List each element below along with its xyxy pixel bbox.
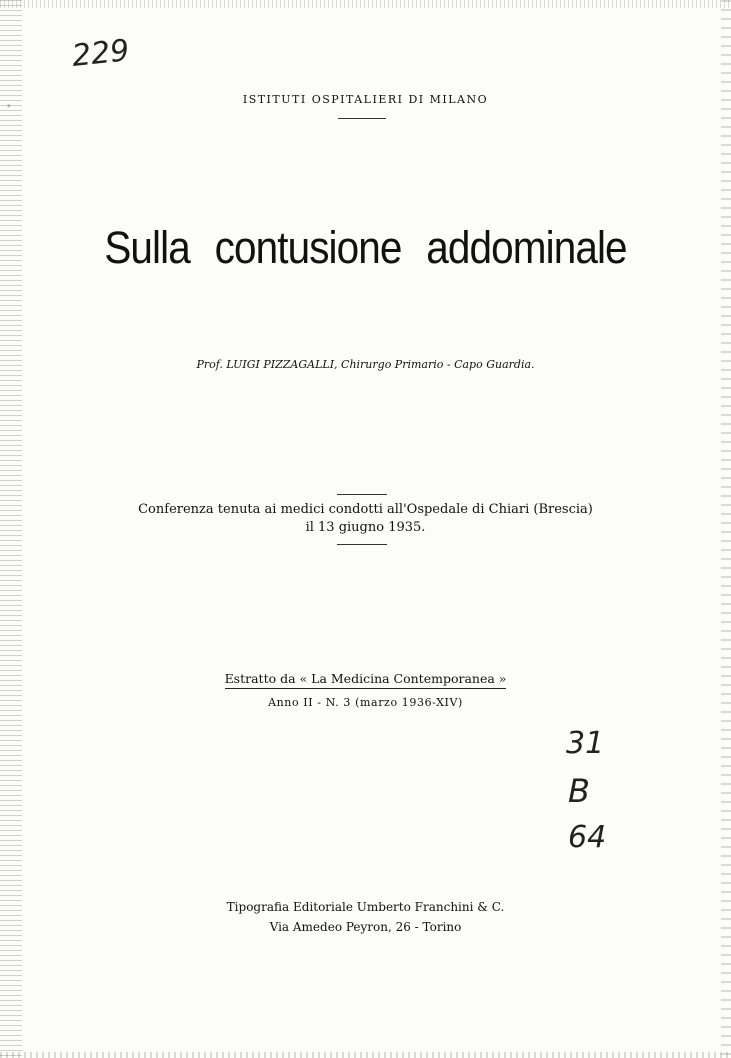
divider	[337, 494, 387, 495]
extract-source	[0, 671, 731, 689]
author-role: Chirurgo Primario - Capo Guardia.	[341, 358, 535, 371]
handwritten-mark-1: 31	[566, 726, 605, 761]
scan-edge-top	[0, 0, 731, 8]
author-line	[0, 358, 731, 371]
divider	[338, 118, 386, 119]
institution-header: ISTITUTI OSPITALIERI DI MILANO	[242, 93, 489, 106]
handwritten-mark-3: 64	[568, 820, 607, 855]
author-name: Prof. LUIGI PIZZAGALLI,	[196, 358, 338, 371]
conference-note	[0, 501, 731, 537]
conference-line-2: il 13 giugno 1935.	[305, 520, 426, 535]
scan-edge-bottom	[0, 1052, 731, 1058]
handwritten-mark-2: B	[568, 772, 590, 810]
handwritten-number-top: 229	[70, 33, 131, 74]
extract-source-text: Estratto da « La Medicina Contemporanea »	[225, 671, 507, 689]
printer-line-1: Tipografia Editoriale Umberto Franchini & C.	[226, 900, 505, 914]
printer-line-2: Via Amedeo Peyron, 26 - Torino	[269, 920, 462, 934]
conference-line-1: Conferenza tenuta ai medici condotti all'Ospedale di Chiari (Brescia)	[138, 502, 593, 517]
document-title: Sulla contusione addominale	[104, 222, 627, 273]
printer-info	[0, 897, 731, 937]
divider	[337, 544, 387, 545]
issue-info: Anno II - N. 3 (marzo 1936-XIV)	[268, 696, 463, 709]
